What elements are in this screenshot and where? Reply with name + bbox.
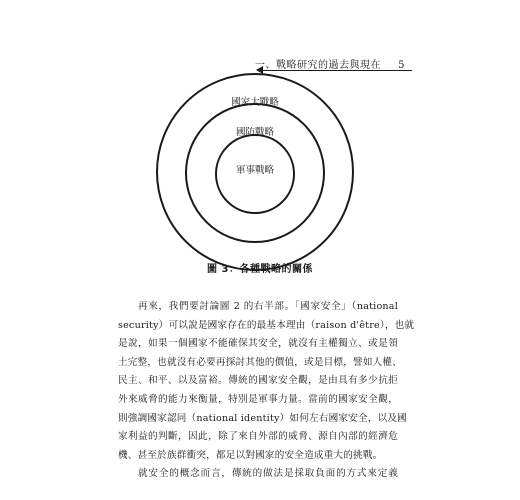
paragraph-line: 土完整，也就沒有必要再探討其他的價值，或是目標，譬如人權、 (118, 356, 403, 368)
paragraph-line: 機、甚至於族群衝突，都足以對國家的安全造成重大的挑戰。 (118, 449, 383, 461)
header-title: 一、戰略研究的過去與現在 (255, 60, 381, 71)
paragraph-line: 就安全的概念而言，傳統的做法是採取負面的方式來定義 (138, 468, 398, 480)
paragraph-line: 則強調國家認同（national identity）如何左右國家安全，以及國 (118, 412, 407, 424)
middle-ring-label: 國防戰略 (235, 127, 275, 138)
outer-ring-label: 國家大戰略 (231, 97, 279, 108)
paragraph-line: 民主、和平、以及富裕。傳統的國家安全觀，是由具有多少抗拒 (118, 375, 398, 387)
header-rule (262, 70, 412, 71)
body-text (118, 298, 415, 484)
running-header (255, 56, 413, 71)
paragraph-line: 外來威脅的能力來衡量，特別是軍事力量。當前的國家安全觀， (118, 393, 398, 405)
paragraph-line: 家利益的判斷，因此，除了來自外部的威脅、源自內部的經濟危 (118, 431, 398, 443)
paragraph-line: security）可以說是國家存在的最基本理由（raison d'être），也就 (118, 319, 415, 331)
concentric-circles-diagram (148, 72, 358, 272)
page-number: 5 (398, 60, 405, 71)
figure-caption: 圖 3：各種戰略的關係 (207, 264, 313, 275)
inner-ring-label: 軍事戰略 (235, 165, 275, 176)
paragraph-line: 是說，如果一個國家不能確保其安全，就沒有主權獨立、或是領 (118, 338, 398, 350)
paragraph-line: 再來，我們要討論圖 2 的右半部。「國家安全」（national (138, 301, 398, 312)
